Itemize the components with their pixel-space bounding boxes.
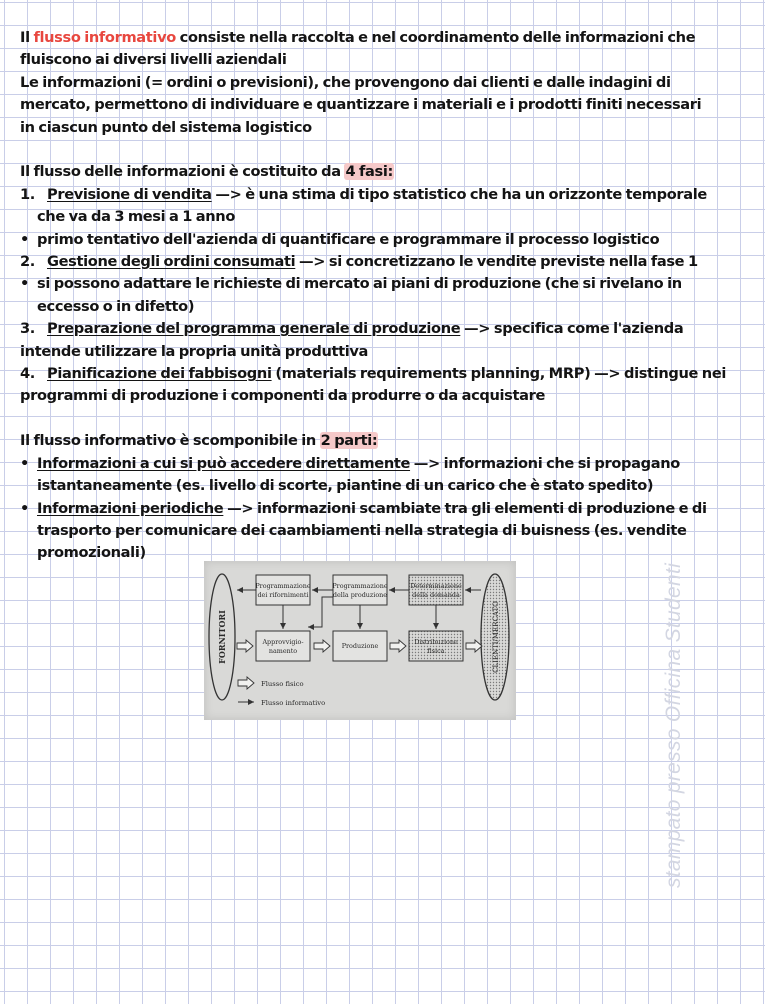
flusso-informativo-term: flusso informativo	[33, 29, 176, 46]
part-2: • Informazioni periodiche —> informazioni scambiate tra gli elementi di produzione e di	[20, 498, 740, 520]
svg-text:Determinazionedella domanda: Determinazione della domanda	[410, 582, 462, 599]
box-determinazione-domanda	[409, 575, 463, 605]
svg-text:Approvvigio-namento: Approvvigio-namento	[262, 638, 304, 655]
phase-1-title: Previsione di vendita	[47, 185, 212, 203]
part-2-title: Informazioni periodiche	[37, 499, 224, 517]
svg-text:Programmazionedei rifornimenti: Programmazione dei rifornimenti	[255, 582, 311, 599]
box-approvvigionamento	[256, 631, 310, 661]
phase-2: 2. Gestione degli ordini consumati —> si concretizzano le vendite previste nella fase 1	[20, 253, 698, 271]
intro-line-3: Le informazioni (= ordini o previsioni), che provengono dai clienti e dalle indagini di	[20, 73, 671, 91]
phase-3-cont: intende utilizzare la propria unità produttiva	[20, 342, 369, 360]
phase-2-bullet-cont: eccesso o in difetto)	[37, 297, 195, 315]
phase-4-cont: programmi di produzione i componenti da produrre o da acquistare	[20, 387, 546, 405]
part-2-cont-2: promozionali)	[37, 544, 146, 562]
part-1: • Informazioni a cui si può accedere direttamente —> informazioni che si propagano	[20, 453, 740, 475]
highlight-4-fasi: 4 fasi:	[345, 163, 393, 181]
intro-line-2: fluiscono ai diversi livelli aziendali	[20, 51, 287, 69]
phase-2-title: Gestione degli ordini consumati	[47, 253, 296, 271]
phase-1: 1. Previsione di vendita —> è una stima di tipo statistico che ha un orizzonte temporale	[20, 185, 707, 203]
svg-text:Flusso fisico: Flusso fisico	[261, 680, 304, 688]
intro-line-1: Il flusso informativo consiste nella raccolta e nel coordinamento delle informazioni che	[20, 29, 696, 46]
print-watermark: stampato presso Officina Studenti	[662, 562, 685, 888]
parts-heading: Il flusso informativo è scomponibile in 2 parti:	[20, 432, 378, 450]
bullet-dot: •	[20, 499, 29, 517]
intro-line-5: in ciascun punto del sistema logistico	[20, 118, 312, 136]
part-2-cont: trasporto per comunicare dei caambiamenti nella strategia di buisness (es. vendite	[37, 521, 687, 539]
phase-2-bullet: • si possono adattare le richieste di mercato ai piani di produzione (che si rivelano in	[20, 273, 740, 295]
svg-text:Distribuzionefisica: Distribuzione fisica	[414, 638, 458, 655]
svg-text:Flusso informativo: Flusso informativo	[261, 699, 326, 707]
customers-label: CLIENTI/MERCATO	[492, 601, 500, 673]
phases-heading: Il flusso delle informazioni è costituito da 4 fasi:	[20, 163, 393, 181]
phase-1-cont: che va da 3 mesi a 1 anno	[37, 208, 236, 226]
phase-4-title: Pianificazione dei fabbisogni	[47, 365, 272, 383]
bullet-dot: •	[20, 275, 29, 293]
notes-page	[20, 27, 740, 565]
box-programmazione-rifornimenti	[256, 575, 310, 605]
bullet-dot: •	[20, 454, 29, 472]
box-distribuzione-fisica	[409, 631, 463, 661]
diagram-legend	[238, 677, 325, 707]
bullet-dot: •	[20, 230, 29, 248]
svg-text:Programmazionedella produzione: Programmazione della produzione	[332, 582, 388, 599]
part-1-cont: istantaneamente (es. livello di scorte, piantine di un carico che è stato spedito)	[37, 477, 654, 495]
highlight-2-parti: 2 parti:	[320, 432, 378, 450]
suppliers-label: FORNITORI	[217, 610, 227, 664]
intro-line-4: mercato, permettono di individuare e quantizzare i materiali e i prodotti finiti necessari	[20, 96, 702, 114]
phase-4: 4. Pianificazione dei fabbisogni (materials requirements planning, MRP) —> distingue nei	[20, 365, 727, 383]
phase-3: 3. Preparazione del programma generale di produzione —> specifica come l'azienda	[20, 320, 684, 338]
phase-1-bullet: • primo tentativo dell'azienda di quantificare e programmare il processo logistico	[20, 229, 740, 251]
box-programmazione-produzione	[333, 575, 387, 605]
logistics-flow-diagram	[204, 561, 516, 720]
phase-3-title: Preparazione del programma generale di produzione	[47, 320, 461, 338]
part-1-title: Informazioni a cui si può accedere direttamente	[37, 454, 411, 472]
svg-text:Produzione: Produzione	[341, 642, 379, 650]
